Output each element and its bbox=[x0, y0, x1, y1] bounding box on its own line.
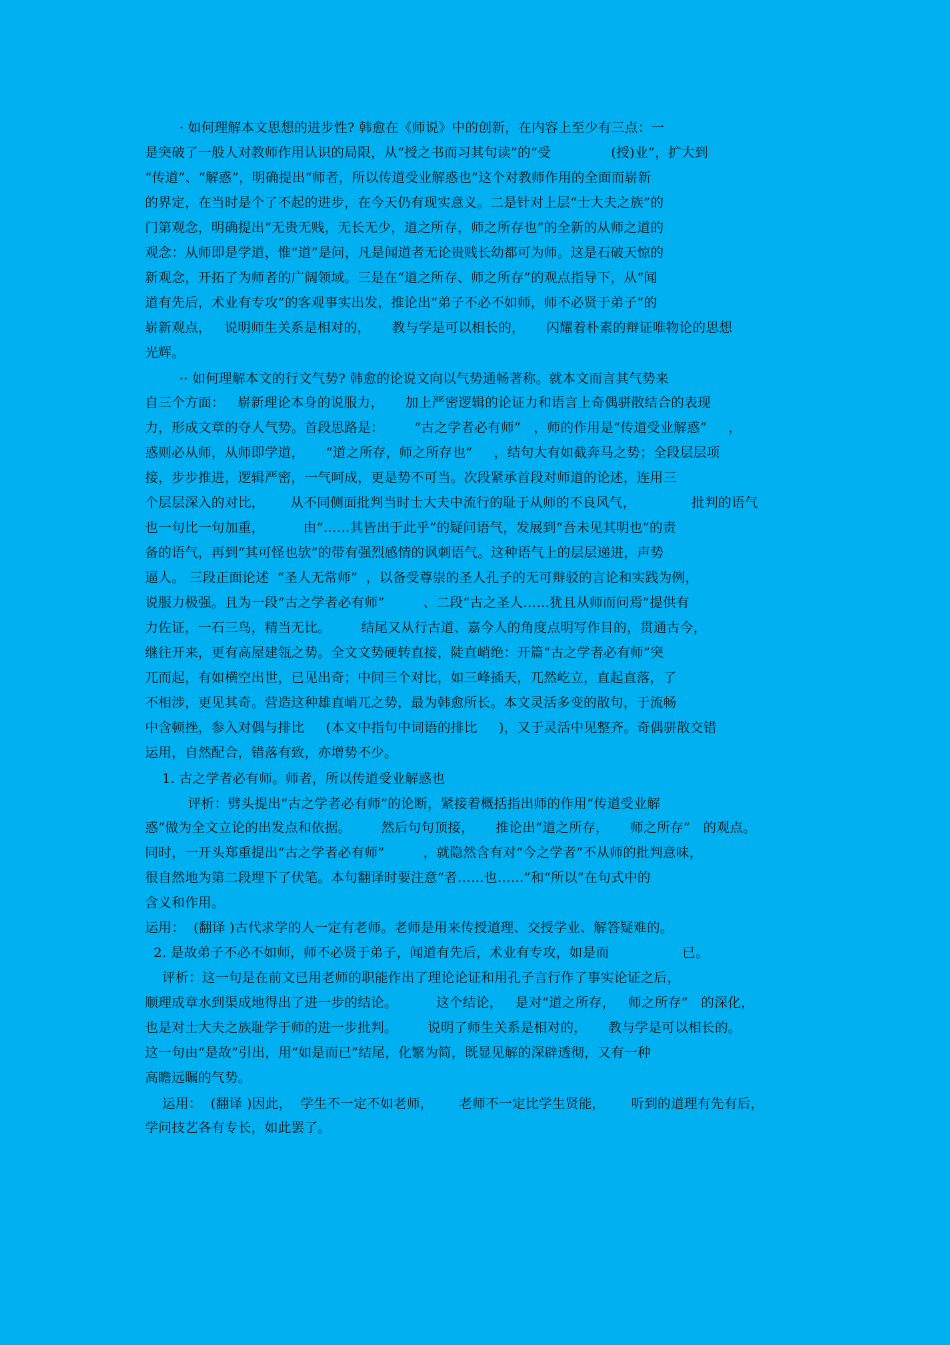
text-line: 很自然地为第二段埋下了伏笔。本句翻译时要注意“者……也……”和“所以”在句式中的 bbox=[145, 871, 651, 886]
text-line: 惑则必从师，从师即学道， “道之所存，师之所存也” ，结句大有如截奔马之势；全段层层项 bbox=[145, 446, 720, 461]
text-line: 含义和作用。 bbox=[145, 896, 225, 911]
text-line: 中含顿挫，参入对偶与排比 (本文中指句中词语的排比 )，又于灵活中见整齐。奇偶骈散交错 bbox=[145, 721, 717, 736]
text-line: 光辉。 bbox=[145, 346, 185, 361]
text-line: 1. 古之学者必有师。师者，所以传道受业解惑也 bbox=[145, 772, 445, 787]
text-line: 备的语气，再到“其可怪也欤”的带有强烈感情的讽刺语气。这种语气上的层层递进，声势 bbox=[145, 546, 664, 561]
text-line: 说服力极强。且为一段“古之学者必有师” 、二段“古之圣人……犹且从师而问焉”提供有 bbox=[145, 596, 690, 611]
text-line: 新观念，开拓了为师者的广阔领域。三是在“道之所存、师之所存”的观点指导下，从“闻 bbox=[145, 271, 658, 286]
text-line: 同时，一开头郑重提出“古之学者必有师” ，就隐然含有对“今之学者”不从师的批判意味， bbox=[145, 846, 703, 861]
text-line: 这一句由“是故”引出，用“如是而已”结尾，化繁为简，既显见解的深辟透彻，又有一种 bbox=[145, 1046, 651, 1061]
text-line: 接，步步推进，逻辑严密，一气呵成，更是势不可当。次段紧承首段对师道的论述，连用三 bbox=[145, 471, 677, 486]
text-line: 兀而起，有如横空出世，已见出奇；中间三个对比，如三峰插天，兀然屹立，直起直落，了 bbox=[145, 671, 677, 686]
text-line: “传道”、“解惑”，明确提出“师者，所以传道受业解惑也”这个对教师作用的全面而崭新 bbox=[145, 171, 652, 186]
text-line: 学问技艺各有专长，如此罢了。 bbox=[145, 1121, 332, 1136]
text-line: 个层层深入的对比， 从不同侧面批判当时士大夫中流行的耻于从师的不良风气， 批判的语气 bbox=[145, 496, 759, 511]
text-line: 也一句比一句加重， 由“……其皆出于此乎”的疑问语气，发展到“吾未见其明也”的责 bbox=[145, 521, 677, 536]
text-line: 自三个方面： 崭新理论本身的说服力， 加上严密逻辑的论证力和语言上奇偶骈散结合的表现 bbox=[145, 396, 711, 411]
text-line: 顺理成章水到渠成地得出了进一步的结论。 这个结论， 是对“道之所存， 师之所存” 的深化， bbox=[145, 996, 755, 1011]
text-line: 运用： (翻译 )因此， 学生不一定不如老师， 老师不一定比学生贤能， 听到的道理有先有后， bbox=[145, 1097, 764, 1112]
text-line: 力，形成文章的夺人气势。首段思路是： “古之学者必有师” ，师的作用是“传道受业解惑” ， bbox=[145, 421, 742, 436]
text-line: 不相涉，更见其奇。营造这种雄直峭兀之势，最为韩愈所长。本文灵活多变的散句，于流畅 bbox=[145, 696, 677, 711]
text-line: ·· 如何理解本文的行文气势? 韩愈的论说文向以气势通畅著称。就本文而言其气势来 bbox=[145, 372, 669, 387]
text-line: 道有先后，术业有专攻”的客观事实出发，推论出“弟子不必不如师，师不必贤于弟子”的 bbox=[145, 296, 658, 311]
text-line: 也是对士大夫之族耻学于师的进一步批判。 说明了师生关系是相对的， 教与学是可以相长的。 bbox=[145, 1021, 742, 1036]
text-line: 惑”做为全文立论的出发点和依据。 然后句句顶接， 推论出“道之所存， 师之所存” 的观点。 bbox=[145, 821, 757, 836]
text-line: 继往开来，更有高屋建瓴之势。全文文势硬转直接，陡直峭绝：开篇“古之学者必有师”突 bbox=[145, 646, 664, 661]
text-line: 门第观念，明确提出“无贵无贱，无长无少，道之所存，师之所存也”的全新的从师之道的 bbox=[145, 221, 664, 236]
text-line: 力佐证，一石三鸟，精当无比。 结尾又从行古道、嘉今人的角度点明写作目的，贯通古今， bbox=[145, 621, 707, 636]
text-line: · 如何理解本文思想的进步性? 韩愈在《师说》中的创新，在内容上至少有三点：一 bbox=[145, 121, 665, 136]
text-line: 高瞻远瞩的气势。 bbox=[145, 1071, 252, 1086]
text-line: 观念：从师即是学道，惟“道”是问，凡是闻道者无论贵贱长幼都可为师。这是石破天惊的 bbox=[145, 246, 664, 261]
text-line: 评析：劈头提出“古之学者必有师”的论断，紧接着概括指出师的作用“传道受业解 bbox=[145, 797, 661, 812]
text-line: 运用，自然配合，错落有致，亦增势不少。 bbox=[145, 746, 398, 761]
text-line: 逼人。 三段正面论述 “圣人无常师” ，以备受尊崇的圣人孔子的无可辩驳的言论和实践为例， bbox=[145, 571, 699, 586]
text-line: 是突破了一般人对教师作用认识的局限，从“授之书而习其句读”的“受 (授)业”，扩大到 bbox=[145, 146, 709, 161]
text-line: 的界定，在当时是个了不起的进步，在今天仍有现实意义。二是针对上层“士大夫之族”的 bbox=[145, 196, 664, 211]
text-line: 崭新观点， 说明师生关系是相对的， 教与学是可以相长的， 闪耀着朴素的辩证唯物论的思想 bbox=[145, 321, 733, 336]
text-line: 运用： (翻译 )古代求学的人一定有老师。老师是用来传授道理、交授学业、解答疑难的。 bbox=[145, 921, 674, 936]
text-line: 评析：这一句是在前文已用老师的职能作出了理论论证和用孔子言行作了事实论证之后， bbox=[145, 971, 681, 986]
text-line: 2. 是故弟子不必不如师，师不必贤于弟子，闻道有先后，术业有专攻，如是而 已。 bbox=[145, 946, 709, 961]
